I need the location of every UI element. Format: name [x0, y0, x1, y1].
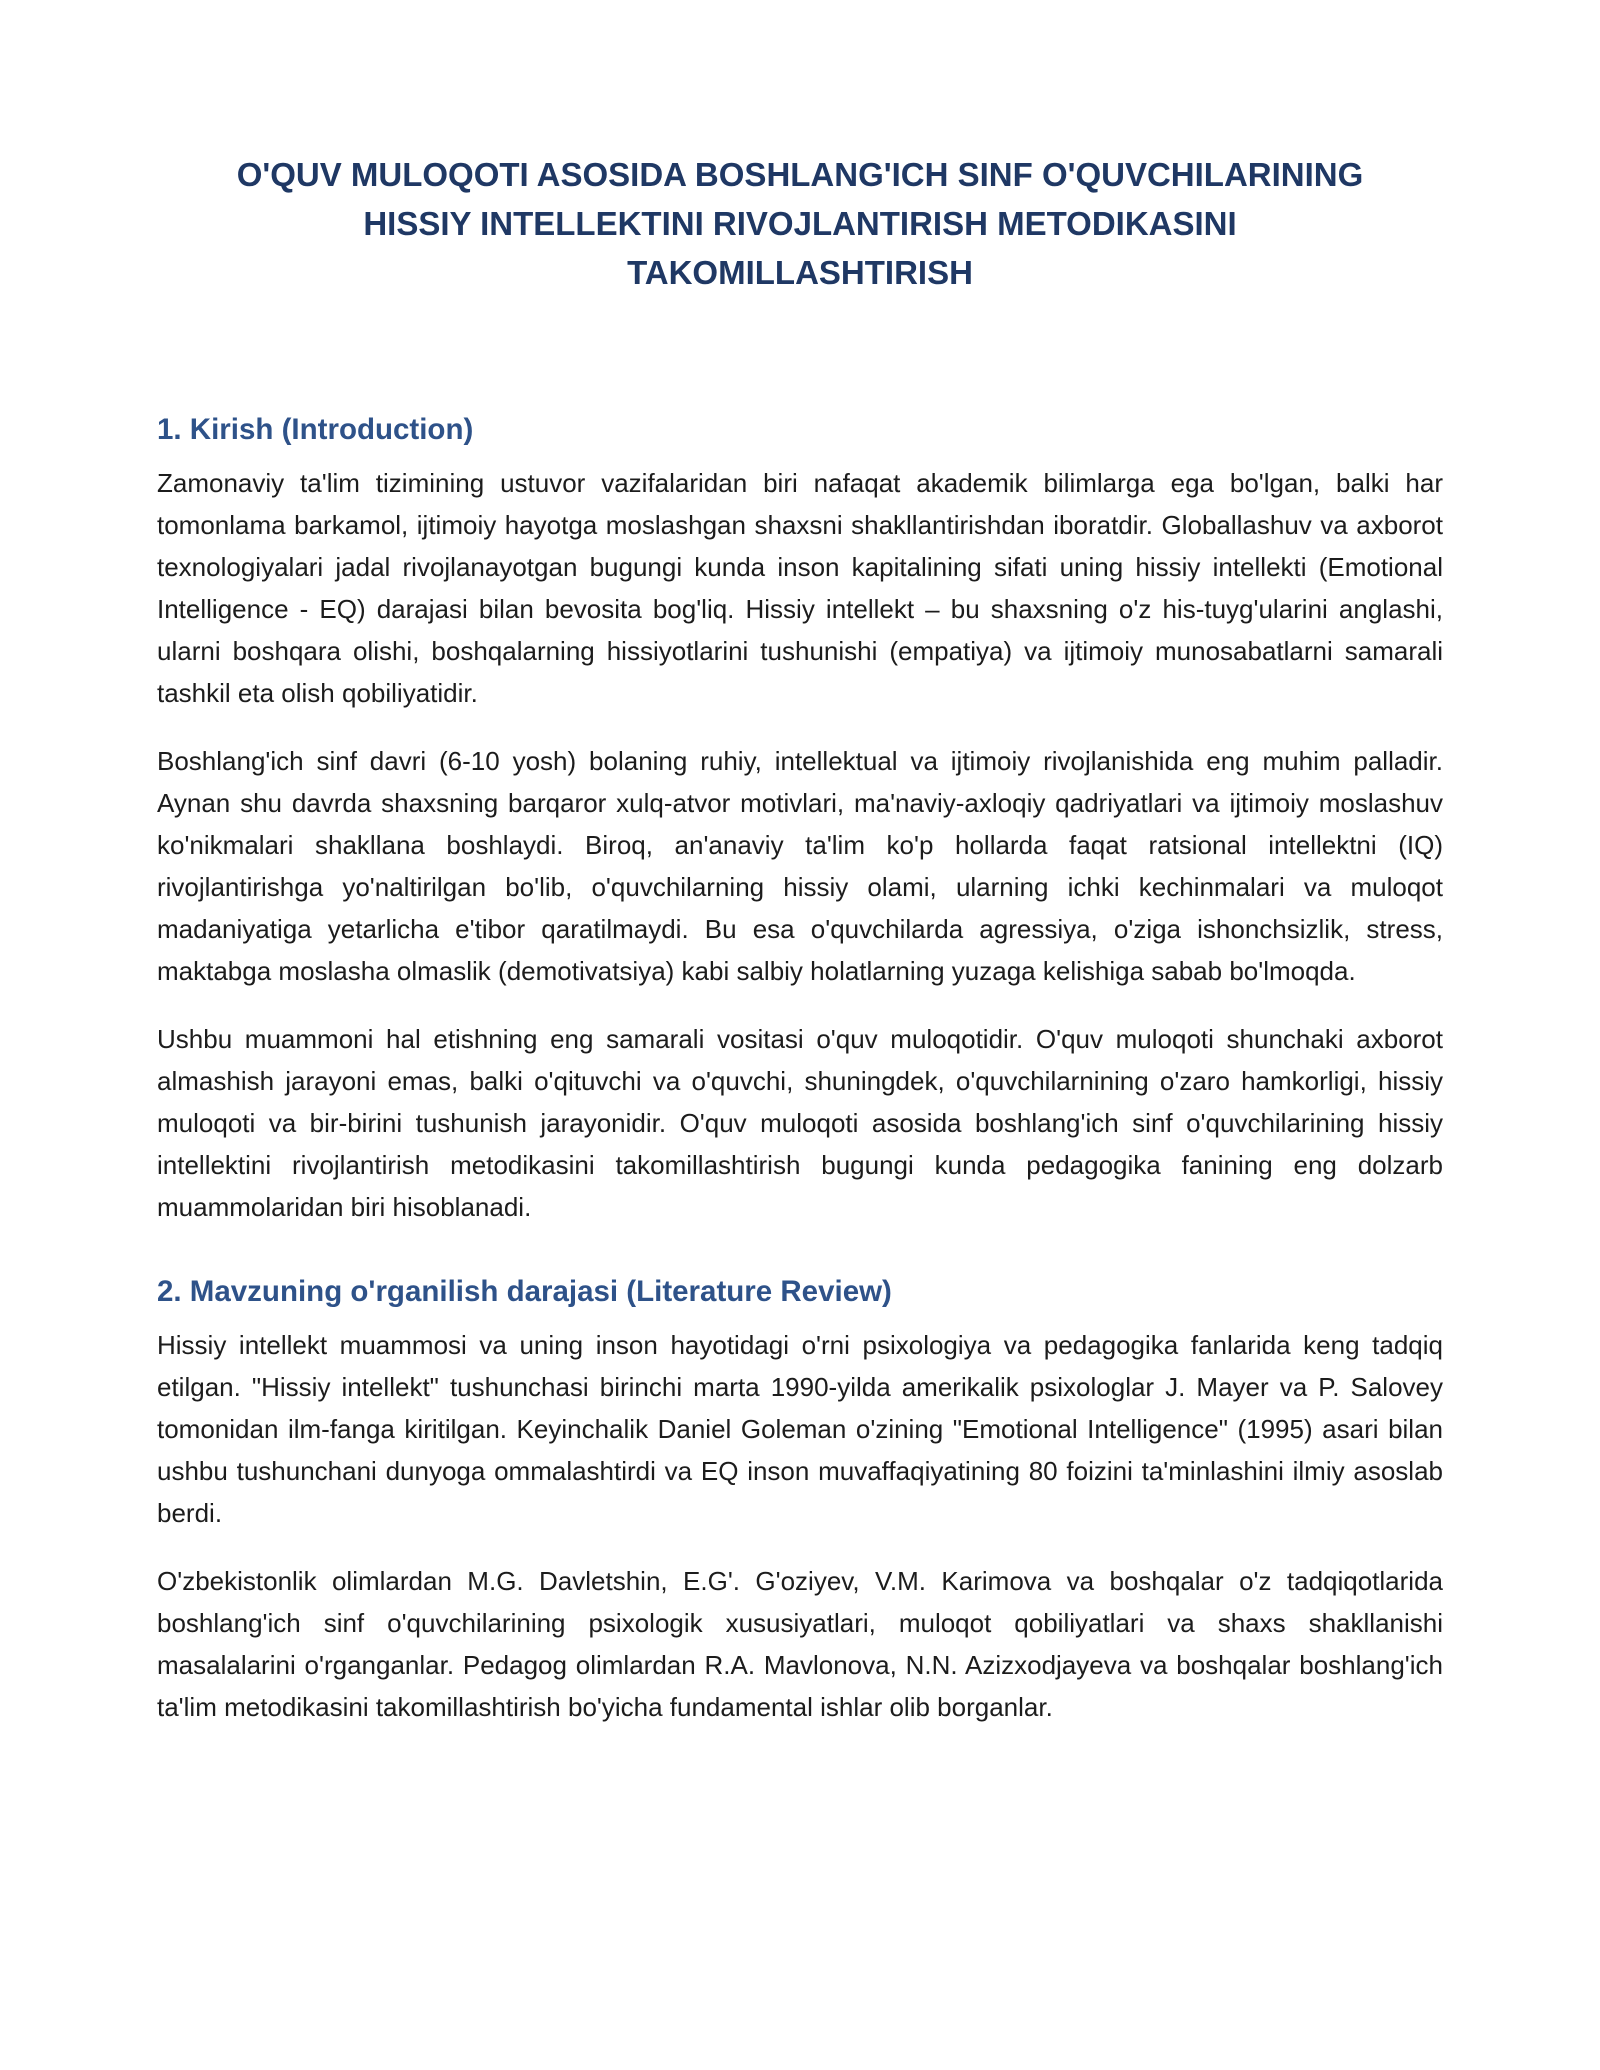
section-literature-review	[157, 1272, 1443, 1728]
paragraph: O'zbekistonlik olimlardan M.G. Davletshin, E.G'. G'oziyev, V.M. Karimova va boshqalar o'z tadqiqotlarida boshlang'ich sinf o'quvchilarining psixologik xususiyatlari, muloqot qobiliyatlari va shaxs shakllanishi masalalarini o'rganganlar. Pedagog olimlardan R.A. Mavlonova, N.N. Azizxodjayeva va boshqalar boshlang'ich ta'lim metodikasini takomillashtirish bo'yicha fundamental ishlar olib borganlar.	[157, 1566, 1443, 1722]
document-page	[157, 150, 1443, 1728]
document-title: O'QUV MULOQOTI ASOSIDA BOSHLANG'ICH SINF O'QUVCHILARINING HISSIY INTELLEKTINI RIVOJLANTIRISH METODIKASINI TAKOMILLASHTIRISH	[236, 156, 1364, 291]
paragraph: Zamonaviy ta'lim tizimining ustuvor vazifalaridan biri nafaqat akademik bilimlarga ega bo'lgan, balki har tomonlama barkamol, ijtimoiy hayotga moslashgan shaxsni shakllantirishdan iboratdir. Globallashuv va axborot texnologiyalari jadal rivojlanayotgan bugungi kunda inson kapitalining sifati uning hissiy intellekti (Emotional Intelligence - EQ) darajasi bilan bevosita bog'liq. Hissiy intellekt – bu shaxsning o'z his-tuyg'ularini anglashi, ularni boshqara olishi, boshqalarning hissiyotlarini tushunishi (empatiya) va ijtimoiy munosabatlarni samarali tashkil eta olish qobiliyatidir.	[157, 468, 1443, 708]
section-heading-literature-review: 2. Mavzuning o'rganilish darajasi (Literature Review)	[157, 1275, 892, 1308]
section-introduction	[157, 410, 1443, 1228]
paragraph: Boshlang'ich sinf davri (6-10 yosh) bolaning ruhiy, intellektual va ijtimoiy rivojlanishida eng muhim palladir. Aynan shu davrda shaxsning barqaror xulq-atvor motivlari, ma'naviy-axloqiy qadriyatlari va ijtimoiy moslashuv ko'nikmalari shakllana boshlaydi. Biroq, an'anaviy ta'lim ko'p hollarda faqat ratsional intellektni (IQ) rivojlantirishga yo'naltirilgan bo'lib, o'quvchilarning hissiy olami, ularning ichki kechinmalari va muloqot madaniyatiga yetarlicha e'tibor qaratilmaydi. Bu esa o'quvchilarda agressiya, o'ziga ishonchsizlik, stress, maktabga moslasha olmaslik (demotivatsiya) kabi salbiy holatlarning yuzaga kelishiga sabab bo'lmoqda.	[157, 746, 1443, 986]
paragraph: Ushbu muammoni hal etishning eng samarali vositasi o'quv muloqotidir. O'quv muloqoti shunchaki axborot almashish jarayoni emas, balki o'qituvchi va o'quvchi, shuningdek, o'quvchilarnining o'zaro hamkorligi, hissiy muloqoti va bir-birini tushunish jarayonidir. O'quv muloqoti asosida boshlang'ich sinf o'quvchilarining hissiy intellektini rivojlantirish metodikasini takomillashtirish bugungi kunda pedagogika fanining eng dolzarb muammolaridan biri hisoblanadi.	[157, 1024, 1443, 1222]
section-heading-introduction: 1. Kirish (Introduction)	[157, 413, 474, 446]
paragraph: Hissiy intellekt muammosi va uning inson hayotidagi o'rni psixologiya va pedagogika fanlarida keng tadqiq etilgan. "Hissiy intellekt" tushunchasi birinchi marta 1990-yilda amerikalik psixologlar J. Mayer va P. Salovey tomonidan ilm-fanga kiritilgan. Keyinchalik Daniel Goleman o'zining "Emotional Intelligence" (1995) asari bilan ushbu tushunchani dunyoga ommalashtirdi va EQ inson muvaffaqiyatining 80 foizini ta'minlashini ilmiy asoslab berdi.	[157, 1330, 1443, 1528]
